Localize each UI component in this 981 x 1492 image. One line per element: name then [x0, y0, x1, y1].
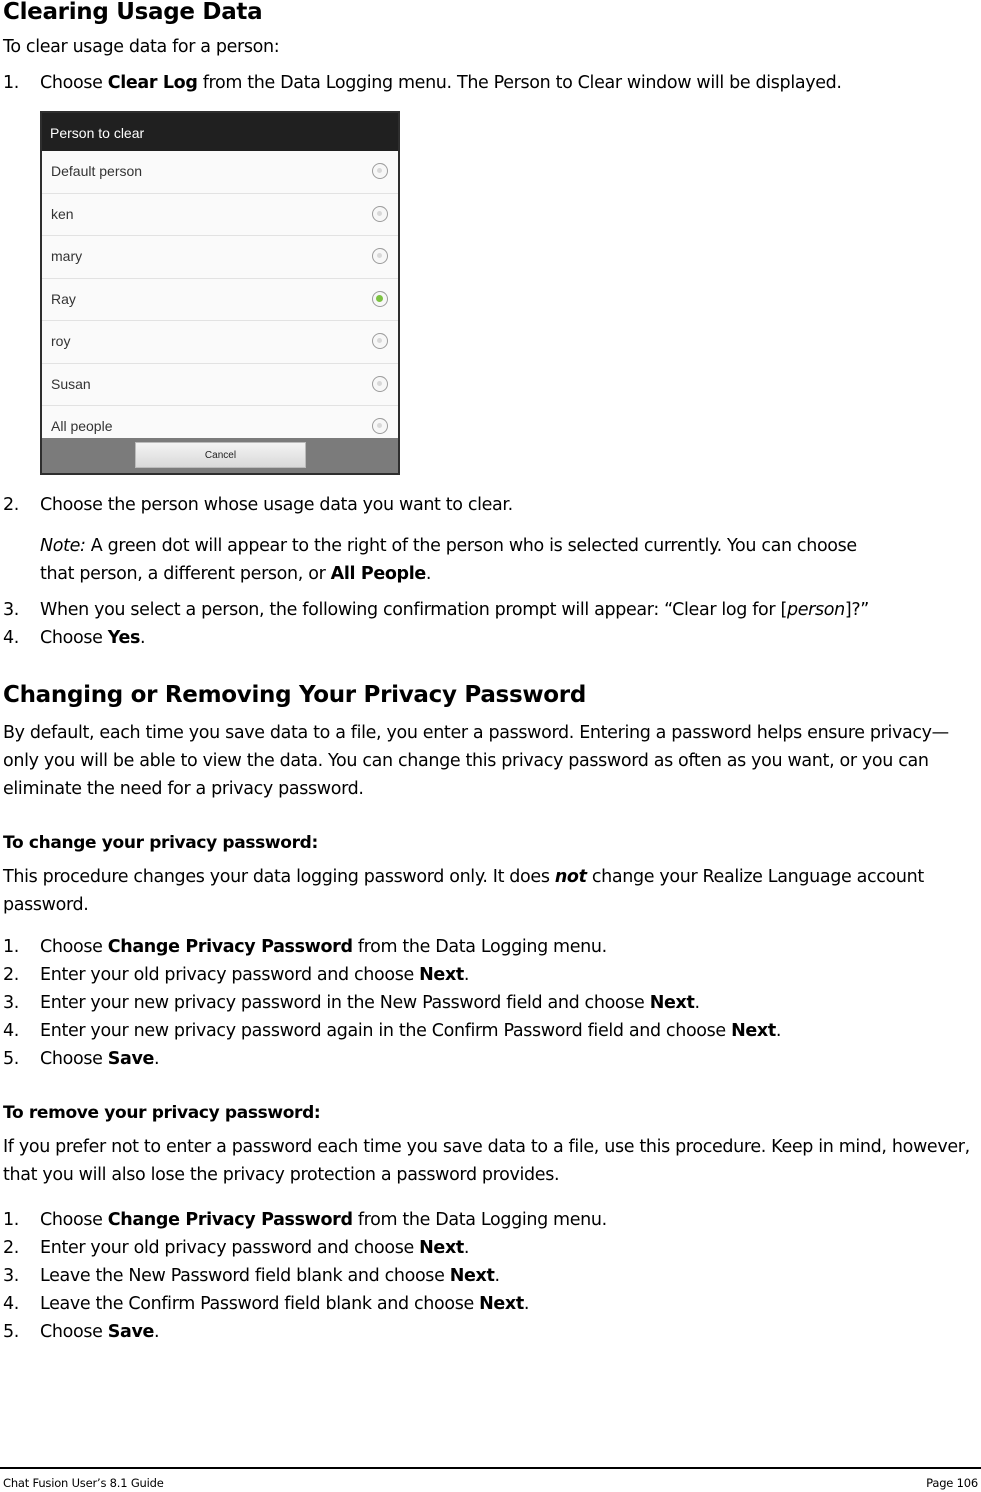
section1-step-1: [0, 73, 981, 97]
person-label: roy: [51, 333, 71, 349]
remove-description: If you prefer not to enter a password each time you save data to a file, use this procedure. Keep in mind, however, that you will also lose the privacy protection a password provides.: [3, 1137, 970, 1185]
person-option[interactable]: [42, 236, 398, 279]
person-option[interactable]: [42, 279, 398, 322]
footer-page-number: Page 106: [926, 1476, 978, 1490]
step-bold: Save: [107, 1049, 155, 1069]
step-bold: Next: [479, 1294, 524, 1314]
step-text: from the Data Logging menu.: [352, 1210, 607, 1230]
step-bold: Next: [449, 1266, 495, 1286]
step-number: 2.: [3, 965, 19, 985]
section1-step-4: [0, 628, 981, 652]
section2-intro: By default, each time you save data to a file, you enter a password. Entering a password helps ensure privacy—only you will be able to view the data. You can change this privacy password as often as you want, or you can eliminate the need for a privacy password.: [3, 723, 949, 799]
radio-button-icon[interactable]: [372, 163, 388, 179]
step-italic: person: [786, 600, 845, 620]
step-item: [0, 1266, 981, 1290]
step-number: 5.: [3, 1049, 19, 1069]
section1-step-3: [0, 600, 981, 624]
step-text: When you select a person, the following confirmation prompt will appear: “Clear log for [: [40, 600, 787, 620]
step-text: .: [463, 965, 470, 985]
person-list: [42, 151, 398, 449]
note-line-2: [40, 564, 431, 584]
dialog-footer: [42, 438, 398, 473]
person-option[interactable]: [42, 321, 398, 364]
step-bold: Change Privacy Password: [107, 937, 353, 957]
person-label: Default person: [51, 163, 143, 179]
step-text: Choose: [40, 73, 108, 93]
note-bold: All People: [330, 564, 426, 584]
step-number: 3.: [3, 1266, 19, 1286]
step-text: Enter your new privacy password again in the Confirm Password field and choose: [40, 1021, 732, 1041]
step-text: Choose: [40, 937, 108, 957]
step-number: 5.: [3, 1322, 19, 1342]
step-text: Leave the New Password field blank and choose: [40, 1266, 450, 1286]
step-text: .: [694, 993, 700, 1013]
note-text: A green dot will appear to the right of the person who is selected currently. You can choose: [85, 536, 857, 556]
person-label: Ray: [51, 290, 76, 307]
step-text: from the Data Logging menu.: [352, 937, 607, 957]
step-bold: Save: [107, 1322, 155, 1342]
step-item: [0, 1021, 981, 1045]
section1-step-2: [0, 495, 981, 519]
step-text: ]?”: [844, 600, 869, 620]
step-text: .: [494, 1266, 500, 1286]
person-to-clear-dialog: [40, 111, 400, 475]
step-number: 4.: [3, 1294, 19, 1314]
step-bold: Change Privacy Password: [107, 1210, 353, 1230]
radio-button-icon[interactable]: [372, 206, 388, 222]
step-text: .: [523, 1294, 530, 1314]
step-text: Choose: [40, 1049, 108, 1069]
desc-text: change your Realize Language account password.: [3, 867, 924, 915]
step-text: .: [463, 1238, 470, 1258]
radio-button-icon[interactable]: [372, 376, 388, 392]
radio-button-icon[interactable]: [372, 418, 388, 434]
step-item: [0, 965, 981, 989]
person-option[interactable]: [42, 151, 398, 194]
note-line-1: [40, 536, 857, 556]
heading-privacy-password: Changing or Removing Your Privacy Password: [3, 682, 586, 708]
step-bold: Clear Log: [107, 73, 198, 93]
step-bold: Yes: [107, 628, 141, 648]
step-bold: Next: [649, 993, 695, 1013]
radio-button-icon[interactable]: [372, 333, 388, 349]
person-option[interactable]: [42, 194, 398, 237]
step-number: 3.: [3, 600, 19, 620]
step-number: 1.: [3, 73, 19, 93]
footer-guide-title: Chat Fusion User’s 8.1 Guide: [3, 1476, 164, 1490]
step-bold: Next: [731, 1021, 776, 1041]
step-text: .: [140, 628, 146, 648]
step-text: Enter your new privacy password in the New Password field and choose: [40, 993, 650, 1013]
step-bold: Next: [419, 965, 464, 985]
step-text: Enter your old privacy password and choose: [40, 1238, 420, 1258]
footer-rule: [0, 1467, 981, 1469]
section1-intro: To clear usage data for a person:: [3, 37, 280, 57]
step-number: 4.: [3, 628, 19, 648]
subheading-change-password: To change your privacy password:: [3, 833, 318, 853]
step-item: [0, 1210, 981, 1234]
person-label: mary: [51, 248, 83, 264]
step-text: Choose: [40, 628, 108, 648]
step-item: [0, 1238, 981, 1262]
subheading-remove-password: To remove your privacy password:: [3, 1103, 321, 1123]
change-description: [3, 863, 963, 919]
person-option[interactable]: [42, 364, 398, 407]
dialog-title: Person to clear: [42, 113, 398, 151]
step-text: Choose: [40, 1210, 108, 1230]
desc-emphasis: not: [554, 867, 587, 887]
step-text: Leave the Confirm Password field blank and choose: [40, 1294, 480, 1314]
desc-text: This procedure changes your data logging password only. It does: [3, 867, 555, 887]
person-label: ken: [51, 205, 74, 222]
step-item: [0, 1322, 981, 1346]
step-text: .: [154, 1049, 160, 1069]
note-label: Note:: [40, 536, 86, 556]
step-item: [0, 937, 981, 961]
step-item: [0, 1294, 981, 1318]
step-item: [0, 993, 981, 1017]
step-number: 1.: [3, 937, 19, 957]
cancel-button[interactable]: Cancel: [135, 442, 306, 468]
person-label: All people: [51, 418, 113, 434]
step-text: .: [775, 1021, 782, 1041]
note-text: .: [425, 564, 432, 584]
note-text: that person, a different person, or: [40, 564, 331, 584]
step-text: Enter your old privacy password and choose: [40, 965, 420, 985]
step-number: 2.: [3, 495, 19, 515]
heading-clearing-usage-data: Clearing Usage Data: [3, 0, 263, 25]
step-text: .: [154, 1322, 160, 1342]
step-item: [0, 1049, 981, 1073]
step-number: 1.: [3, 1210, 19, 1230]
step-bold: Next: [419, 1238, 464, 1258]
person-label: Susan: [51, 375, 91, 392]
step-number: 3.: [3, 993, 19, 1013]
step-number: 2.: [3, 1238, 19, 1258]
step-number: 4.: [3, 1021, 19, 1041]
radio-button-icon[interactable]: [372, 291, 388, 307]
step-text: from the Data Logging menu. The Person to Clear window will be displayed.: [197, 73, 842, 93]
radio-button-icon[interactable]: [372, 248, 388, 264]
step-text: Choose: [40, 1322, 108, 1342]
step-text: Choose the person whose usage data you want to clear.: [40, 495, 513, 515]
